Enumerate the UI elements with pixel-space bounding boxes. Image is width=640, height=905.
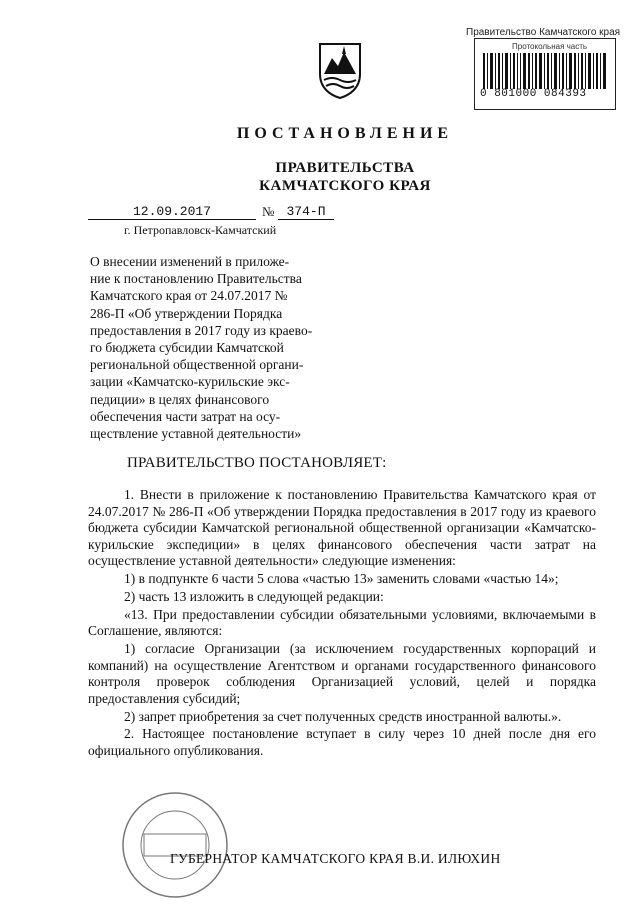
- document-date: 12.09.2017: [88, 204, 256, 220]
- document-number: 374-П: [278, 204, 334, 220]
- paragraph-1-2: 2) часть 13 изложить в следующей редакции:: [124, 588, 384, 604]
- signature-line: ГУБЕРНАТОР КАМЧАТСКОГО КРАЯ В.И. ИЛЮХИН: [170, 851, 501, 866]
- subject-line: предоставления в 2017 году из краево-: [90, 322, 313, 338]
- coat-of-arms-icon: [316, 40, 364, 100]
- barcode-number: 0 801000 084393: [480, 88, 587, 100]
- issuer-line-2: КАМЧАТСКОГО КРАЯ: [259, 178, 431, 194]
- subject-line: зации «Камчатско-курильские экс-: [90, 374, 290, 390]
- number-sign: №: [262, 204, 275, 219]
- official-seal-icon: [120, 790, 230, 900]
- document-city: г. Петропавловск-Камчатский: [124, 223, 277, 237]
- subject-line: го бюджета субсидии Камчатской: [90, 340, 284, 356]
- paragraph-13-1: 1) согласие Организации (за исключением государственных корпораций и компаний) на осуществление Агентством и органами государственного финансового контроля проверок соблюдения Организацией условий, целей и порядка предоставления субсидий;: [88, 641, 596, 706]
- paragraph-1: 1. Внести в приложение к постановлению Правительства Камчатского края от 24.07.2017 № 286-П «Об утверждении Порядка предоставления в 2017 году из краевого бюджета субсидии Камчатской региональной общественной организации «Камчатско-курильские экспедиции» в целях финансового обеспечения части затрат на осуществление уставной деятельности» следующие изменения:: [88, 487, 596, 569]
- document-body: [88, 487, 596, 761]
- subject-line: Камчатского края от 24.07.2017 №: [90, 288, 288, 304]
- paragraph-13: «13. При предоставлении субсидии обязательными условиями, включаемыми в Соглашение, являются:: [88, 606, 596, 639]
- decree-heading: ПРАВИТЕЛЬСТВО ПОСТАНОВЛЯЕТ:: [127, 455, 387, 471]
- document-title: ПОСТАНОВЛЕНИЕ: [236, 125, 454, 142]
- paragraph-13-2: 2) запрет приобретения за счет полученных средств иностранной валюты.».: [124, 708, 562, 724]
- paragraph-1-1: 1) в подпункте 6 части 5 слова «частью 13» заменить словами «частью 14»;: [124, 571, 559, 587]
- subject-line: 286-П «Об утверждении Порядка: [90, 305, 283, 321]
- subject-line: ществление уставной деятельности»: [90, 426, 302, 442]
- document-subject: [90, 253, 334, 442]
- issuer-line-1: ПРАВИТЕЛЬСТВА: [275, 160, 415, 176]
- registration-stamp-title: Правительство Камчатского края: [466, 27, 621, 38]
- subject-line: региональной общественной органи-: [90, 357, 304, 373]
- subject-line: педиции» в целях финансового: [90, 391, 270, 407]
- subject-line: ние к постановлению Правительства: [90, 271, 302, 287]
- subject-line: О внесении изменений в приложе-: [90, 254, 290, 269]
- subject-line: обеспечения части затрат на осу-: [90, 408, 281, 424]
- paragraph-2: 2. Настоящее постановление вступает в силу через 10 дней после дня его официального опубликования.: [88, 726, 596, 759]
- barcode-label: Протокольная часть: [512, 42, 588, 51]
